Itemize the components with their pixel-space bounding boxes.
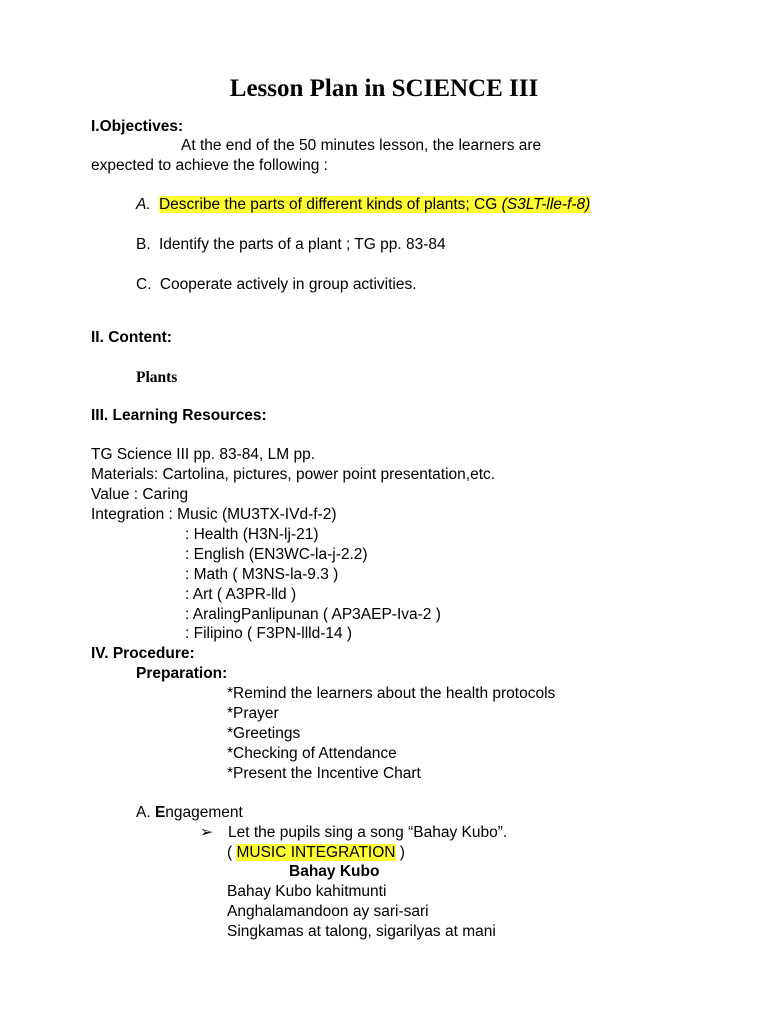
song-title: Bahay Kubo xyxy=(289,863,380,880)
resources-line-integration: Integration : Music (MU3TX-IVd-f-2) xyxy=(91,506,337,523)
integration-open-paren: ( xyxy=(227,844,237,861)
song-lyric-line: Anghalamandoon ay sari-sari xyxy=(227,903,429,920)
objectives-intro-line-2: expected to achieve the following : xyxy=(91,157,328,174)
objectives-intro-line-1: At the end of the 50 minutes lesson, the learners are xyxy=(181,137,542,154)
integration-art: : Art ( A3PR-lld ) xyxy=(185,586,297,603)
objective-a-highlight xyxy=(159,196,590,213)
preparation-label: Preparation: xyxy=(136,665,228,682)
integration-close-paren: ) xyxy=(395,844,405,861)
integration-filipino: : Filipino ( F3PN-llld-14 ) xyxy=(185,625,353,642)
arrow-bullet-icon: ➢ xyxy=(200,824,213,841)
preparation-item: *Remind the learners about the health protocols xyxy=(227,685,556,702)
objective-b xyxy=(136,235,446,255)
objective-a xyxy=(136,195,590,215)
song-lyric-line: Bahay Kubo kahitmunti xyxy=(227,883,387,900)
objective-a-text: Describe the parts of different kinds of plants; CG xyxy=(158,196,502,213)
preparation-item: *Checking of Attendance xyxy=(227,745,397,762)
integration-math: : Math ( M3NS-la-9.3 ) xyxy=(185,566,339,583)
preparation-item: *Present the Incentive Chart xyxy=(227,765,421,782)
content-heading: II. Content: xyxy=(91,329,172,346)
objective-c-text: Cooperate actively in group activities. xyxy=(159,276,417,293)
preparation-item: *Prayer xyxy=(227,705,279,722)
music-integration-label: MUSIC INTEGRATION xyxy=(236,844,396,861)
song-instruction: Let the pupils sing a song “Bahay Kubo”. xyxy=(228,824,508,841)
procedure-heading: IV. Procedure: xyxy=(91,645,195,662)
objective-b-letter: B. xyxy=(136,236,151,253)
resources-line-materials: Materials: Cartolina, pictures, power point presentation,etc. xyxy=(91,466,496,483)
objective-c-letter: C. xyxy=(136,276,152,293)
content-topic: Plants xyxy=(136,369,178,386)
resources-line-tg: TG Science III pp. 83-84, LM pp. xyxy=(91,446,316,463)
music-integration-line xyxy=(227,843,405,863)
song-lyric-line: Singkamas at talong, sigarilyas at mani xyxy=(227,923,496,940)
engagement-rest: ngagement xyxy=(165,804,243,821)
preparation-item: *Greetings xyxy=(227,725,301,742)
engagement-heading xyxy=(136,803,243,823)
objective-a-code: (S3LT-lle-f-8) xyxy=(501,196,591,213)
engagement-initial: E xyxy=(154,804,166,821)
objective-c xyxy=(136,275,417,295)
resources-line-value: Value : Caring xyxy=(91,486,189,503)
integration-english: : English (EN3WC-la-j-2.2) xyxy=(185,546,368,563)
objectives-heading: I.Objectives: xyxy=(91,118,184,135)
objective-b-text: Identify the parts of a plant ; TG pp. 83-84 xyxy=(158,236,446,253)
engagement-prefix: A. xyxy=(136,804,155,821)
resources-heading: III. Learning Resources: xyxy=(91,407,267,424)
song-instruction-line xyxy=(200,823,507,843)
objective-a-letter: A. xyxy=(136,196,151,213)
integration-health: : Health (H3N-lj-21) xyxy=(185,526,319,543)
integration-araling-panlipunan: : AralingPanlipunan ( AP3AEP-Iva-2 ) xyxy=(185,606,441,623)
document-title: Lesson Plan in SCIENCE III xyxy=(229,75,539,102)
